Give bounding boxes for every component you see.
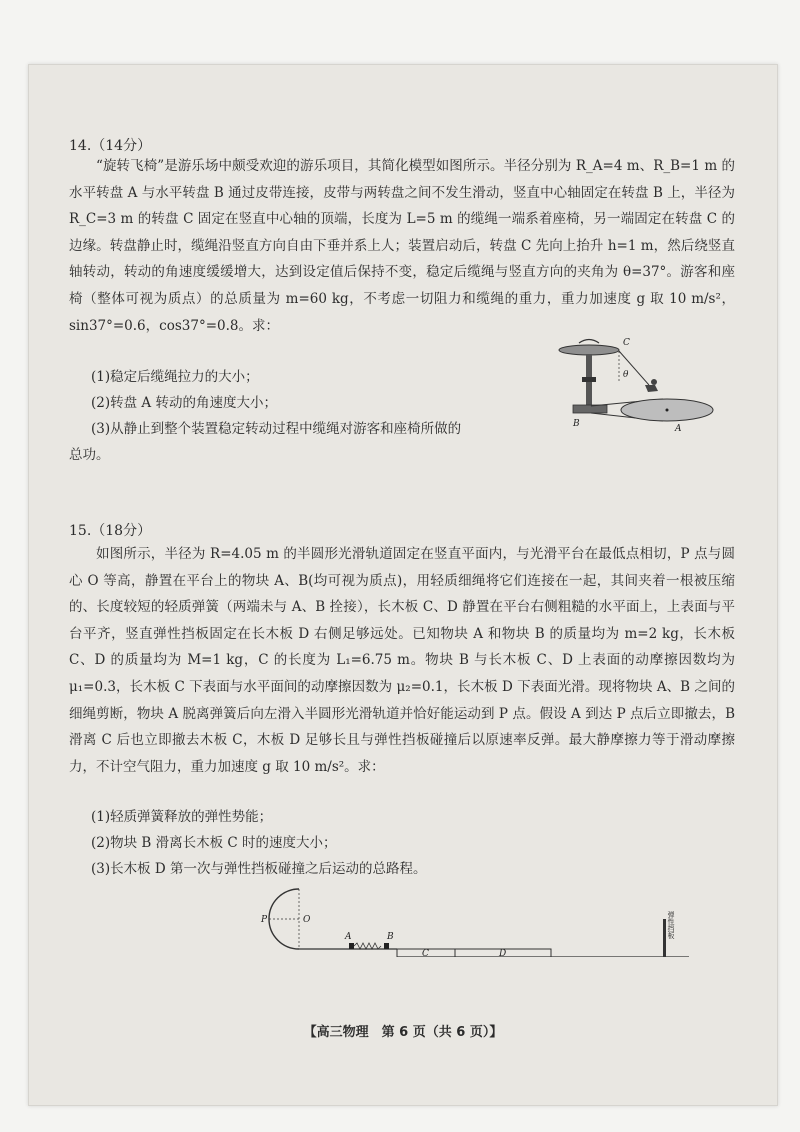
compressed-spring [354, 943, 381, 949]
elastic-baffle [663, 919, 666, 957]
label-d: D [499, 949, 507, 957]
label-a: A [345, 932, 352, 942]
label-o: O [303, 915, 311, 925]
question-15-item-2: (2)物块 B 滑离长木板 C 时的速度大小； [91, 835, 337, 851]
question-15-item-3: (3)长木板 D 第一次与弹性挡板碰撞之后运动的总路程。 [91, 861, 427, 877]
rider-head [651, 379, 657, 385]
axis-collar [582, 377, 596, 382]
seat [645, 385, 658, 392]
label-b: B [387, 932, 394, 942]
flying-chair-diagram [551, 333, 721, 433]
block-b [384, 943, 389, 949]
question-14-item-1: (1)稳定后缆绳拉力的大小； [91, 369, 259, 385]
turntable-a-center [666, 409, 669, 412]
block-a [349, 943, 354, 949]
label-p: P [261, 915, 268, 925]
question-15-stem: 如图所示，半径为 R=4.05 m 的半圆形光滑轨道固定在竖直平面内，与光滑平台在最低点相切，P 点与圆心 O 等高，静置在平台上的物块 A、B(均可视为质点)，用轻质细绳将它们连接在一起，其间夹着一根被压缩的、长度较短的轻质弹簧（两端未与 A、B 拴接），长木板 C、D 静置在平台右侧粗糙的水平面上，上表面与平台平齐，竖直弹性挡板固定在长木板 D 右侧足够远处。已知物块 A 和物块 B 的质量均为 m=2 kg，长木板 C、D 的质量均为 M=1 kg，C 的长度为 L₁=6.75 m。物块 B 与长木板 C、D 上表面的动摩擦因数均为 μ₁=0.3，长木板 C 下表面与水平面间的动摩擦因数为 μ₂=0.1，长木板 D 下表面光滑。现将物块 A、B 之间的细绳剪断，物块 A 脱离弹簧后向左滑入半圆形光滑轨道并恰好能运动到 P 点。假设 A 到达 P 点后立即撤去，B 滑离 C 后也立即撤去木板 C，木板 D 足够长且与弹性挡板碰撞后以原速率反弹。最大静摩擦力等于滑动摩擦力，不计空气阻力，重力加速度 g 取 10 m/s²。求： [69, 546, 735, 775]
label-theta: θ [623, 370, 629, 380]
exam-page [28, 64, 778, 1106]
label-b: B [573, 419, 580, 429]
label-c: C [623, 338, 630, 348]
question-14-header: 14.（14分） [69, 138, 152, 154]
page-footer: 【高三物理 第 6 页（共 6 页）】 [303, 1025, 503, 1040]
rotation-arrow-icon [579, 340, 599, 344]
question-14-stem: “旋转飞椅”是游乐场中颇受欢迎的游乐项目，其简化模型如图所示。半径分别为 R_A=4 m、R_B=1 m 的水平转盘 A 与水平转盘 B 通过皮带连接，皮带与两转盘之间不发生滑动，竖直中心轴固定在转盘 B 上，半径为 R_C=3 m 的转盘 C 固定在竖直中心轴的顶端，长度为 L=5 m 的缆绳一端系着座椅，另一端固定在转盘 C 的边缘。转盘静止时，缆绳沿竖直方向自由下垂并系上人；装置启动后，转盘 C 先向上抬升 h=1 m，然后绕竖直轴转动，转动的角速度缓缓增大，达到设定值后保持不变，稳定后缆绳与竖直方向的夹角为 θ=37°。游客和座椅（整体可视为质点）的总质量为 m=60 kg，不考虑一切阻力和缆绳的重力，重力加速度 g 取 10 m/s²，sin37°=0.6，cos37°=0.8。求： [69, 158, 735, 334]
question-14-item-3: (3)从静止到整个装置稳定转动过程中缆绳对游客和座椅所做的 [91, 421, 462, 437]
question-14-item-3-continued: 总功。 [69, 447, 110, 463]
question-15-item-1: (1)轻质弹簧释放的弹性势能； [91, 809, 273, 825]
question-14-item-2: (2)转盘 A 转动的角速度大小； [91, 395, 277, 411]
base-b [573, 405, 607, 413]
label-a: A [675, 424, 682, 433]
question-15-header: 15.（18分） [69, 523, 152, 539]
label-c: C [422, 949, 429, 957]
turntable-c [559, 345, 619, 355]
track-and-boards-diagram [259, 881, 699, 957]
label-elastic-baffle: 弹性挡板 [667, 911, 675, 939]
